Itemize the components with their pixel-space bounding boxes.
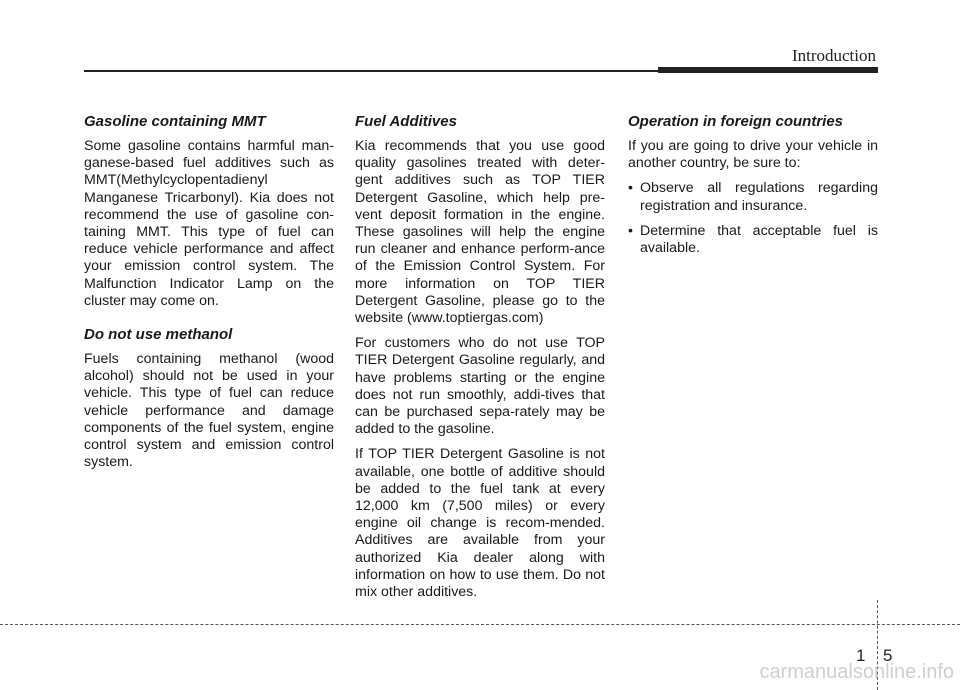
bullet-list <box>628 180 878 257</box>
paragraph-fuel-additives-3: If TOP TIER Detergent Gasoline is not available, one bottle of additive should be added to the fuel tank at every 12,000 km (7,500 miles) or every engine oil change is recom-mended. Additives are available from your authorized Kia dealer along with information on how to use them. Do not mix other additives. <box>355 446 605 601</box>
watermark: carmanualsonline.info <box>759 661 954 683</box>
heading-foreign-countries: Operation in foreign countries <box>628 113 844 130</box>
bullet-item: • Determine that acceptable fuel is available. <box>628 223 878 257</box>
paragraph-methanol: Fuels containing methanol (wood alcohol) should not be used in your vehicle. This type of fuel can reduce vehicle performance and damage components of the fuel system, engine control system and emission control system. <box>84 351 334 471</box>
chapter-number: 1 <box>856 646 866 665</box>
paragraph-fuel-additives-1: Kia recommends that you use good quality gasolines treated with deter-gent additives such as TOP TIER Detergent Gasoline, which help pre-vent deposit formation in the engine. These gasolines will help the engine run cleaner and enhance perform-ance of the Emission Control System. For more information on TOP TIER Detergent Gasoline, please go to the website (www.toptiergas.com) <box>355 138 605 327</box>
paragraph-fuel-additives-2: For customers who do not use TOP TIER Detergent Gasoline regularly, and have problems starting or the engine does not run smoothly, addi-tives that can be purchased sepa-rately may be added to the gasoline. <box>355 335 605 438</box>
heading-gasoline-mmt: Gasoline containing MMT <box>84 113 266 130</box>
footer-rule <box>0 624 960 625</box>
bullet-item: • Observe all regulations regarding registration and insurance. <box>628 180 878 214</box>
heading-fuel-additives: Fuel Additives <box>355 113 457 130</box>
header-rule-thin <box>84 70 674 72</box>
column-3 <box>628 113 878 265</box>
section-title: Introduction <box>791 46 876 65</box>
paragraph-foreign-countries: If you are going to drive your vehicle in another country, be sure to: <box>628 138 878 172</box>
header-rule-thick <box>658 67 878 73</box>
column-2 <box>355 113 605 609</box>
paragraph-gasoline-mmt: Some gasoline contains harmful man-ganese-based fuel additives such as MMT(Methylcyclopentadienyl Manganese Tricarbonyl). Kia does not recommend the use of gasoline con-taining MMT. This type of fuel can reduce vehicle performance and affect your emission control system. The Malfunction Indicator Lamp on the cluster may come on. <box>84 138 334 309</box>
column-1 <box>84 113 334 479</box>
heading-methanol: Do not use methanol <box>84 326 233 344</box>
page-number: 5 <box>883 646 893 665</box>
